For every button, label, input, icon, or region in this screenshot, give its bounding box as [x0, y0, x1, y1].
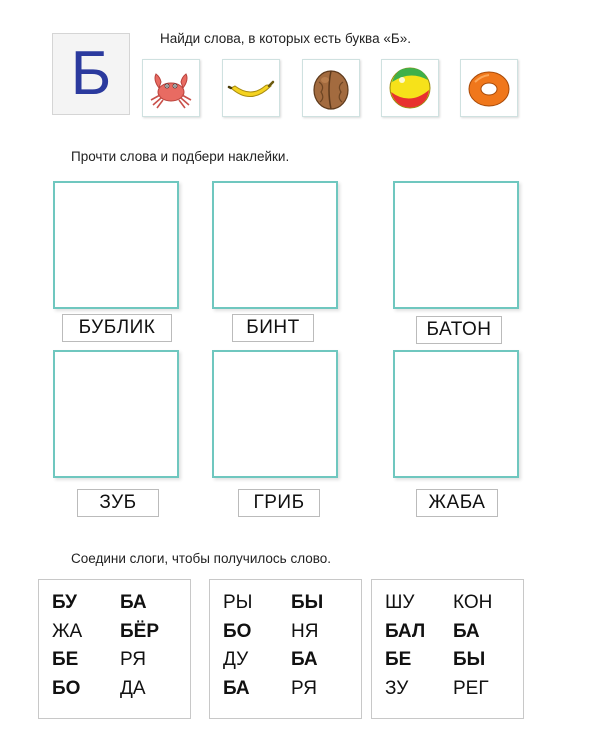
word-label-4: ЗУБ [77, 489, 159, 517]
syllable[interactable]: РЕГ [453, 677, 489, 699]
word-label-1: БУБЛИК [62, 314, 172, 342]
crab-icon [143, 60, 199, 116]
banana-icon [223, 60, 279, 116]
syllable[interactable]: ЗУ [385, 677, 409, 699]
syllable[interactable]: ЖА [52, 620, 83, 642]
syllable[interactable]: БА [120, 592, 147, 613]
syllable[interactable]: БА [223, 677, 250, 699]
word-label-3: БАТОН [416, 316, 502, 344]
syllable[interactable]: БАЛ [385, 620, 426, 642]
sticker-slot-3[interactable] [393, 181, 519, 309]
syllable[interactable]: ШУ [385, 592, 415, 613]
word-label-6: ЖАБА [416, 489, 498, 517]
syllable[interactable]: БЕ [52, 649, 79, 670]
syllable-group-2 [209, 579, 362, 719]
sticker-slot-2[interactable] [212, 181, 338, 309]
letter-b: Б [70, 39, 112, 108]
walnut-icon [303, 60, 359, 116]
word-label-5: ГРИБ [238, 489, 320, 517]
syllable[interactable]: БЕ [385, 649, 412, 670]
syllable[interactable]: РЯ [291, 677, 317, 699]
syllable[interactable]: БЫ [453, 649, 486, 670]
syllable[interactable]: НЯ [291, 620, 319, 642]
picture-card-banana[interactable] [222, 59, 280, 117]
syllable-group-3 [371, 579, 524, 719]
syllable[interactable]: БА [453, 620, 480, 642]
syllables-instruction: Соедини слоги, чтобы получилось слово. [71, 551, 332, 566]
picture-card-ball[interactable] [381, 59, 439, 117]
picture-card-bagel[interactable] [460, 59, 518, 117]
syllable[interactable]: БЁР [120, 620, 160, 642]
syllable[interactable]: РЫ [223, 592, 253, 613]
syllable[interactable]: БЫ [291, 592, 324, 613]
syllable[interactable]: ДА [120, 677, 146, 699]
syllable[interactable]: КОН [453, 592, 493, 613]
syllable[interactable]: БО [52, 677, 81, 699]
syllable[interactable]: ДУ [223, 649, 249, 670]
syllable[interactable]: БА [291, 649, 318, 670]
word-label-2: БИНТ [232, 314, 314, 342]
ball-icon [382, 60, 438, 116]
syllable[interactable]: РЯ [120, 649, 146, 670]
syllable-group-1 [38, 579, 191, 719]
letter-card [52, 33, 130, 115]
stickers-instruction: Прочти слова и подбери наклейки. [71, 149, 290, 164]
sticker-slot-6[interactable] [393, 350, 519, 478]
picture-card-crab[interactable] [142, 59, 200, 117]
picture-card-walnut[interactable] [302, 59, 360, 117]
syllable[interactable]: БО [223, 620, 252, 642]
find-words-instruction: Найди слова, в которых есть буква «Б». [160, 31, 411, 46]
bagel-icon [461, 60, 517, 116]
sticker-slot-4[interactable] [53, 350, 179, 478]
sticker-slot-5[interactable] [212, 350, 338, 478]
syllable[interactable]: БУ [52, 592, 78, 613]
sticker-slot-1[interactable] [53, 181, 179, 309]
